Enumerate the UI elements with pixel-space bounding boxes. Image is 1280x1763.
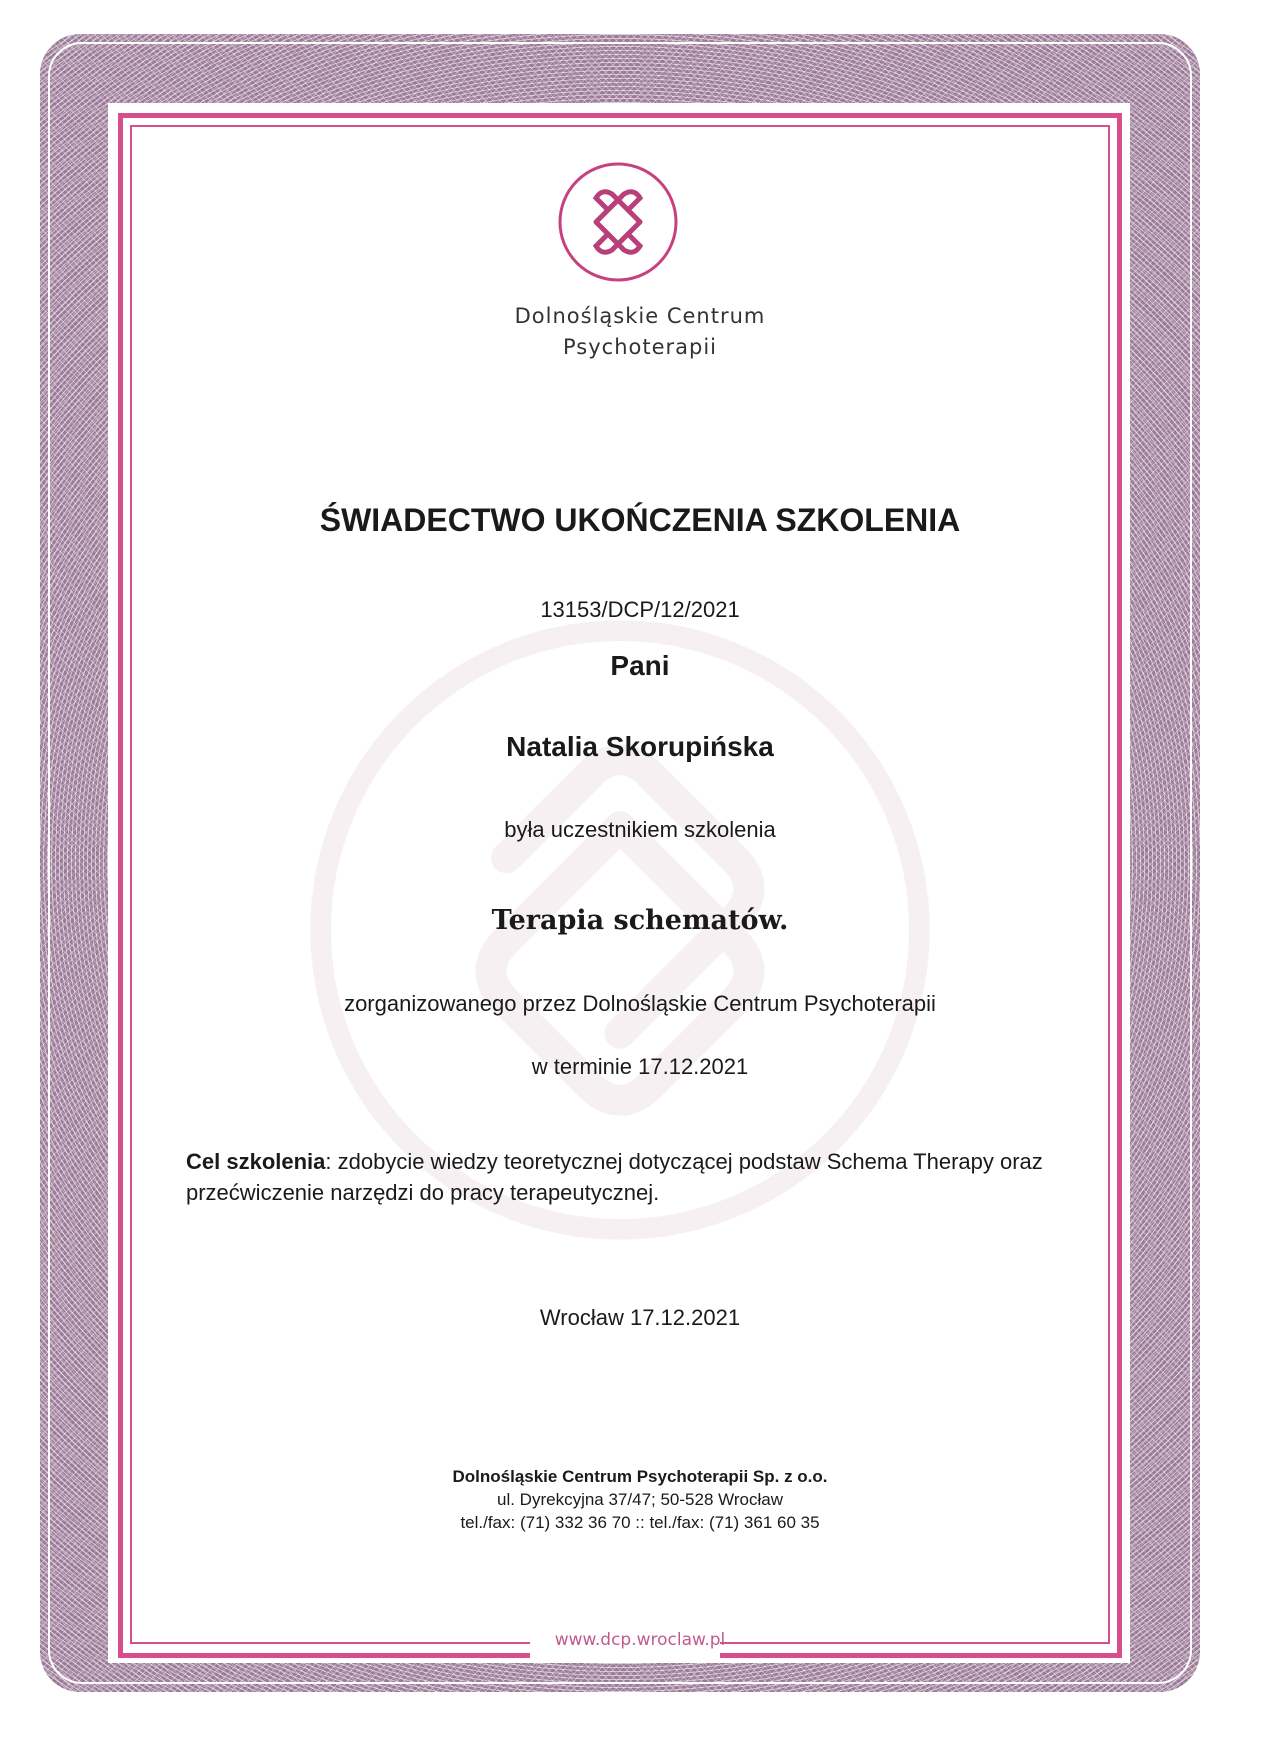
course-date: w terminie 17.12.2021 (531, 1054, 749, 1079)
certificate-title: ŚWIADECTWO UKOŃCZENIA SZKOLENIA (319, 502, 961, 538)
org-name-line1: Dolnośląskie Centrum (514, 304, 766, 328)
place-and-date: Wrocław 17.12.2021 (539, 1305, 741, 1330)
certificate-number: 13153/DCP/12/2021 (540, 597, 740, 622)
interlocked-hearts-logo-icon (556, 160, 680, 284)
website-link[interactable]: www.dcp.wroclaw.pl (554, 1630, 726, 1650)
footer-phones: tel./fax: (71) 332 36 70 :: tel./fax: (71) 361 60 35 (460, 1513, 820, 1532)
salutation: Pani (610, 650, 670, 681)
goal-text: : zdobycie wiedzy teoretycznej dotyczącej podstaw Schema Therapy oraz przećwiczenie narzędzi do pracy terapeutycznej. (186, 1149, 1043, 1205)
footer-address: ul. Dyrekcyjna 37/47; 50-528 Wrocław (497, 1490, 783, 1509)
participation-text: była uczestnikiem szkolenia (504, 817, 776, 842)
goal-label: Cel szkolenia (186, 1149, 326, 1174)
organizer-text: zorganizowanego przez Dolnośląskie Centrum Psychoterapii (344, 991, 936, 1016)
footer-company: Dolnośląskie Centrum Psychoterapii Sp. z o.o. (452, 1467, 828, 1486)
course-name: Terapia schematów. (491, 905, 789, 936)
recipient-name: Natalia Skorupińska (506, 731, 774, 762)
org-name-line2: Psychoterapii (562, 335, 718, 359)
course-goal (186, 1146, 1056, 1208)
